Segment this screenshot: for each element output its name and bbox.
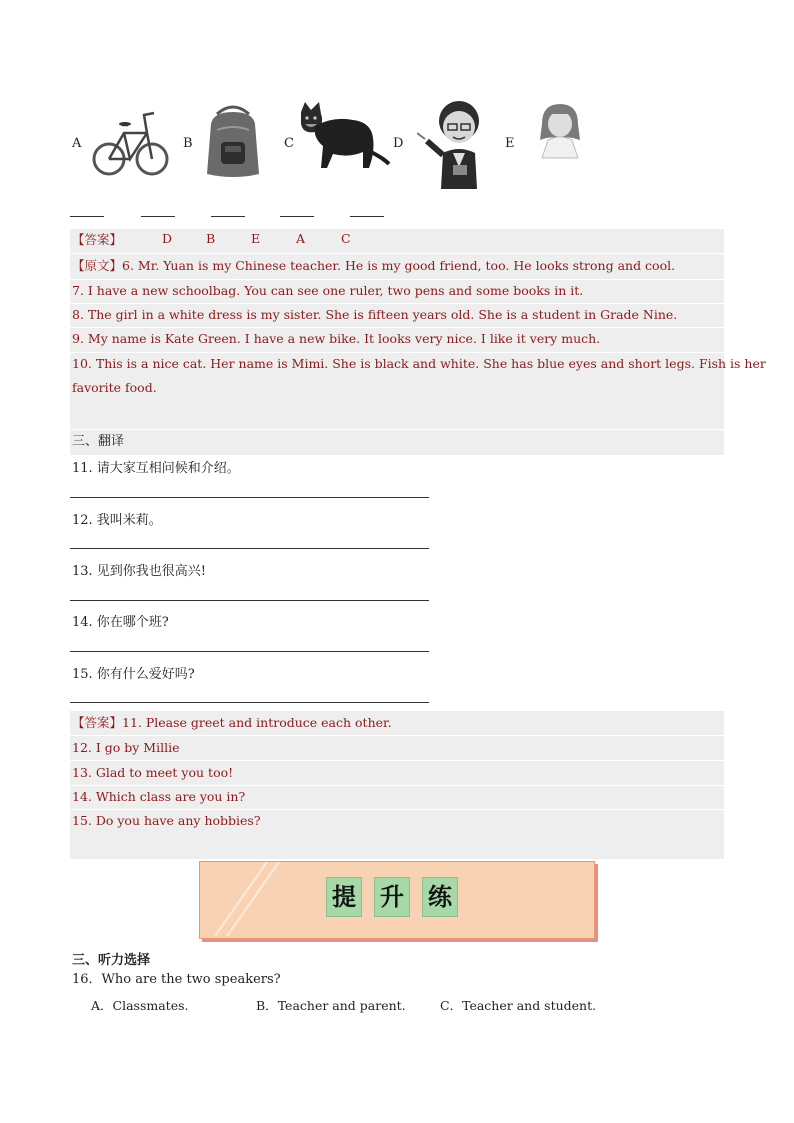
answer-line[interactable] [70, 497, 429, 498]
transcript-line: 10. This is a nice cat. Her name is Mimi. She is black and white. She has blue eyes and short legs. Fish is her [72, 356, 766, 371]
transcript-line: 6. Mr. Yuan is my Chinese teacher. He is my good friend, too. He looks strong and cool. [122, 258, 676, 273]
question-text: 15. 你有什么爱好吗? [72, 667, 195, 682]
option-b[interactable] [256, 996, 406, 1014]
transcript-row [70, 254, 724, 280]
section-banner [199, 861, 595, 939]
transcript-line: 8. The girl in a white dress is my sister. She is fifteen years old. She is a student in Grade Nine. [72, 307, 678, 322]
answer-row [70, 810, 724, 834]
banner-char: 练 [422, 877, 458, 917]
answer-line[interactable] [70, 600, 429, 601]
answer-line[interactable] [70, 651, 429, 652]
option-label: B． [256, 998, 278, 1013]
picture-letter-a: A [72, 136, 82, 151]
picture-letter-c: C [284, 136, 294, 151]
transcript-tag: 【原文】 [72, 258, 123, 273]
section-title-translate: 三、翻译 [72, 434, 125, 449]
option-text: Teacher and parent. [277, 998, 406, 1013]
answer-tag: 【答案】 [72, 715, 123, 730]
picture-letter-b: B [183, 136, 193, 151]
picture-letter-e: E [505, 136, 515, 151]
transcript-row [70, 280, 724, 304]
answer-row [70, 786, 724, 810]
bicycle-icon [92, 103, 170, 185]
schoolbag-icon [203, 100, 263, 182]
answer-line-text: 11. Please greet and introduce each other. [122, 715, 392, 730]
answer-line[interactable] [70, 702, 429, 703]
option-label: C． [440, 998, 463, 1013]
teacher-icon [417, 97, 491, 191]
answer-letter: C [341, 231, 351, 246]
transcript-line: 9. My name is Kate Green. I have a new bike. It looks very nice. I like it very much. [72, 331, 601, 346]
answer-letter: E [251, 231, 261, 246]
answer-line-text: 14. Which class are you in? [72, 789, 246, 804]
section-title-listening: 三、听力选择 [72, 953, 151, 968]
answer-tag: 【答案】 [72, 232, 123, 247]
answer-blank[interactable] [70, 216, 104, 217]
answer-letter: A [296, 231, 306, 246]
option-text: Teacher and student. [462, 998, 597, 1013]
answer-blank[interactable] [211, 216, 245, 217]
answer-letter: D [162, 231, 173, 246]
answer-line[interactable] [70, 548, 429, 549]
picture-letter-d: D [393, 136, 404, 151]
answer-row [70, 761, 724, 786]
transcript-line: 7. I have a new schoolbag. You can see one ruler, two pens and some books in it. [72, 283, 584, 298]
transcript-row [70, 304, 724, 328]
girl-icon [534, 100, 584, 160]
transcript-line: favorite food. [72, 380, 157, 395]
question-text: 14. 你在哪个班? [72, 615, 169, 630]
transcript-row [70, 328, 724, 353]
option-text: Classmates. [112, 998, 189, 1013]
question-text: 11. 请大家互相问候和介绍。 [72, 461, 240, 476]
answer-blank[interactable] [350, 216, 384, 217]
answer-blank[interactable] [141, 216, 175, 217]
answer-row [70, 736, 724, 761]
question-16-text: 16．Who are the two speakers? [72, 972, 281, 987]
answer-blank[interactable] [280, 216, 314, 217]
option-c[interactable] [440, 996, 596, 1014]
answer-line-text: 12. I go by Millie [72, 740, 180, 755]
cat-icon [293, 102, 391, 172]
answer-line-text: 13. Glad to meet you too! [72, 765, 234, 780]
question-text: 12. 我叫米莉。 [72, 513, 162, 528]
answer-line-text: 15. Do you have any hobbies? [72, 813, 261, 828]
answer-row [70, 711, 724, 736]
option-a[interactable] [91, 996, 189, 1014]
option-label: A． [91, 998, 113, 1013]
question-text: 13. 见到你我也很高兴! [72, 564, 207, 579]
banner-char: 提 [326, 877, 362, 917]
banner-char: 升 [374, 877, 410, 917]
answer-letter: B [206, 231, 216, 246]
transcript-row [70, 353, 766, 403]
